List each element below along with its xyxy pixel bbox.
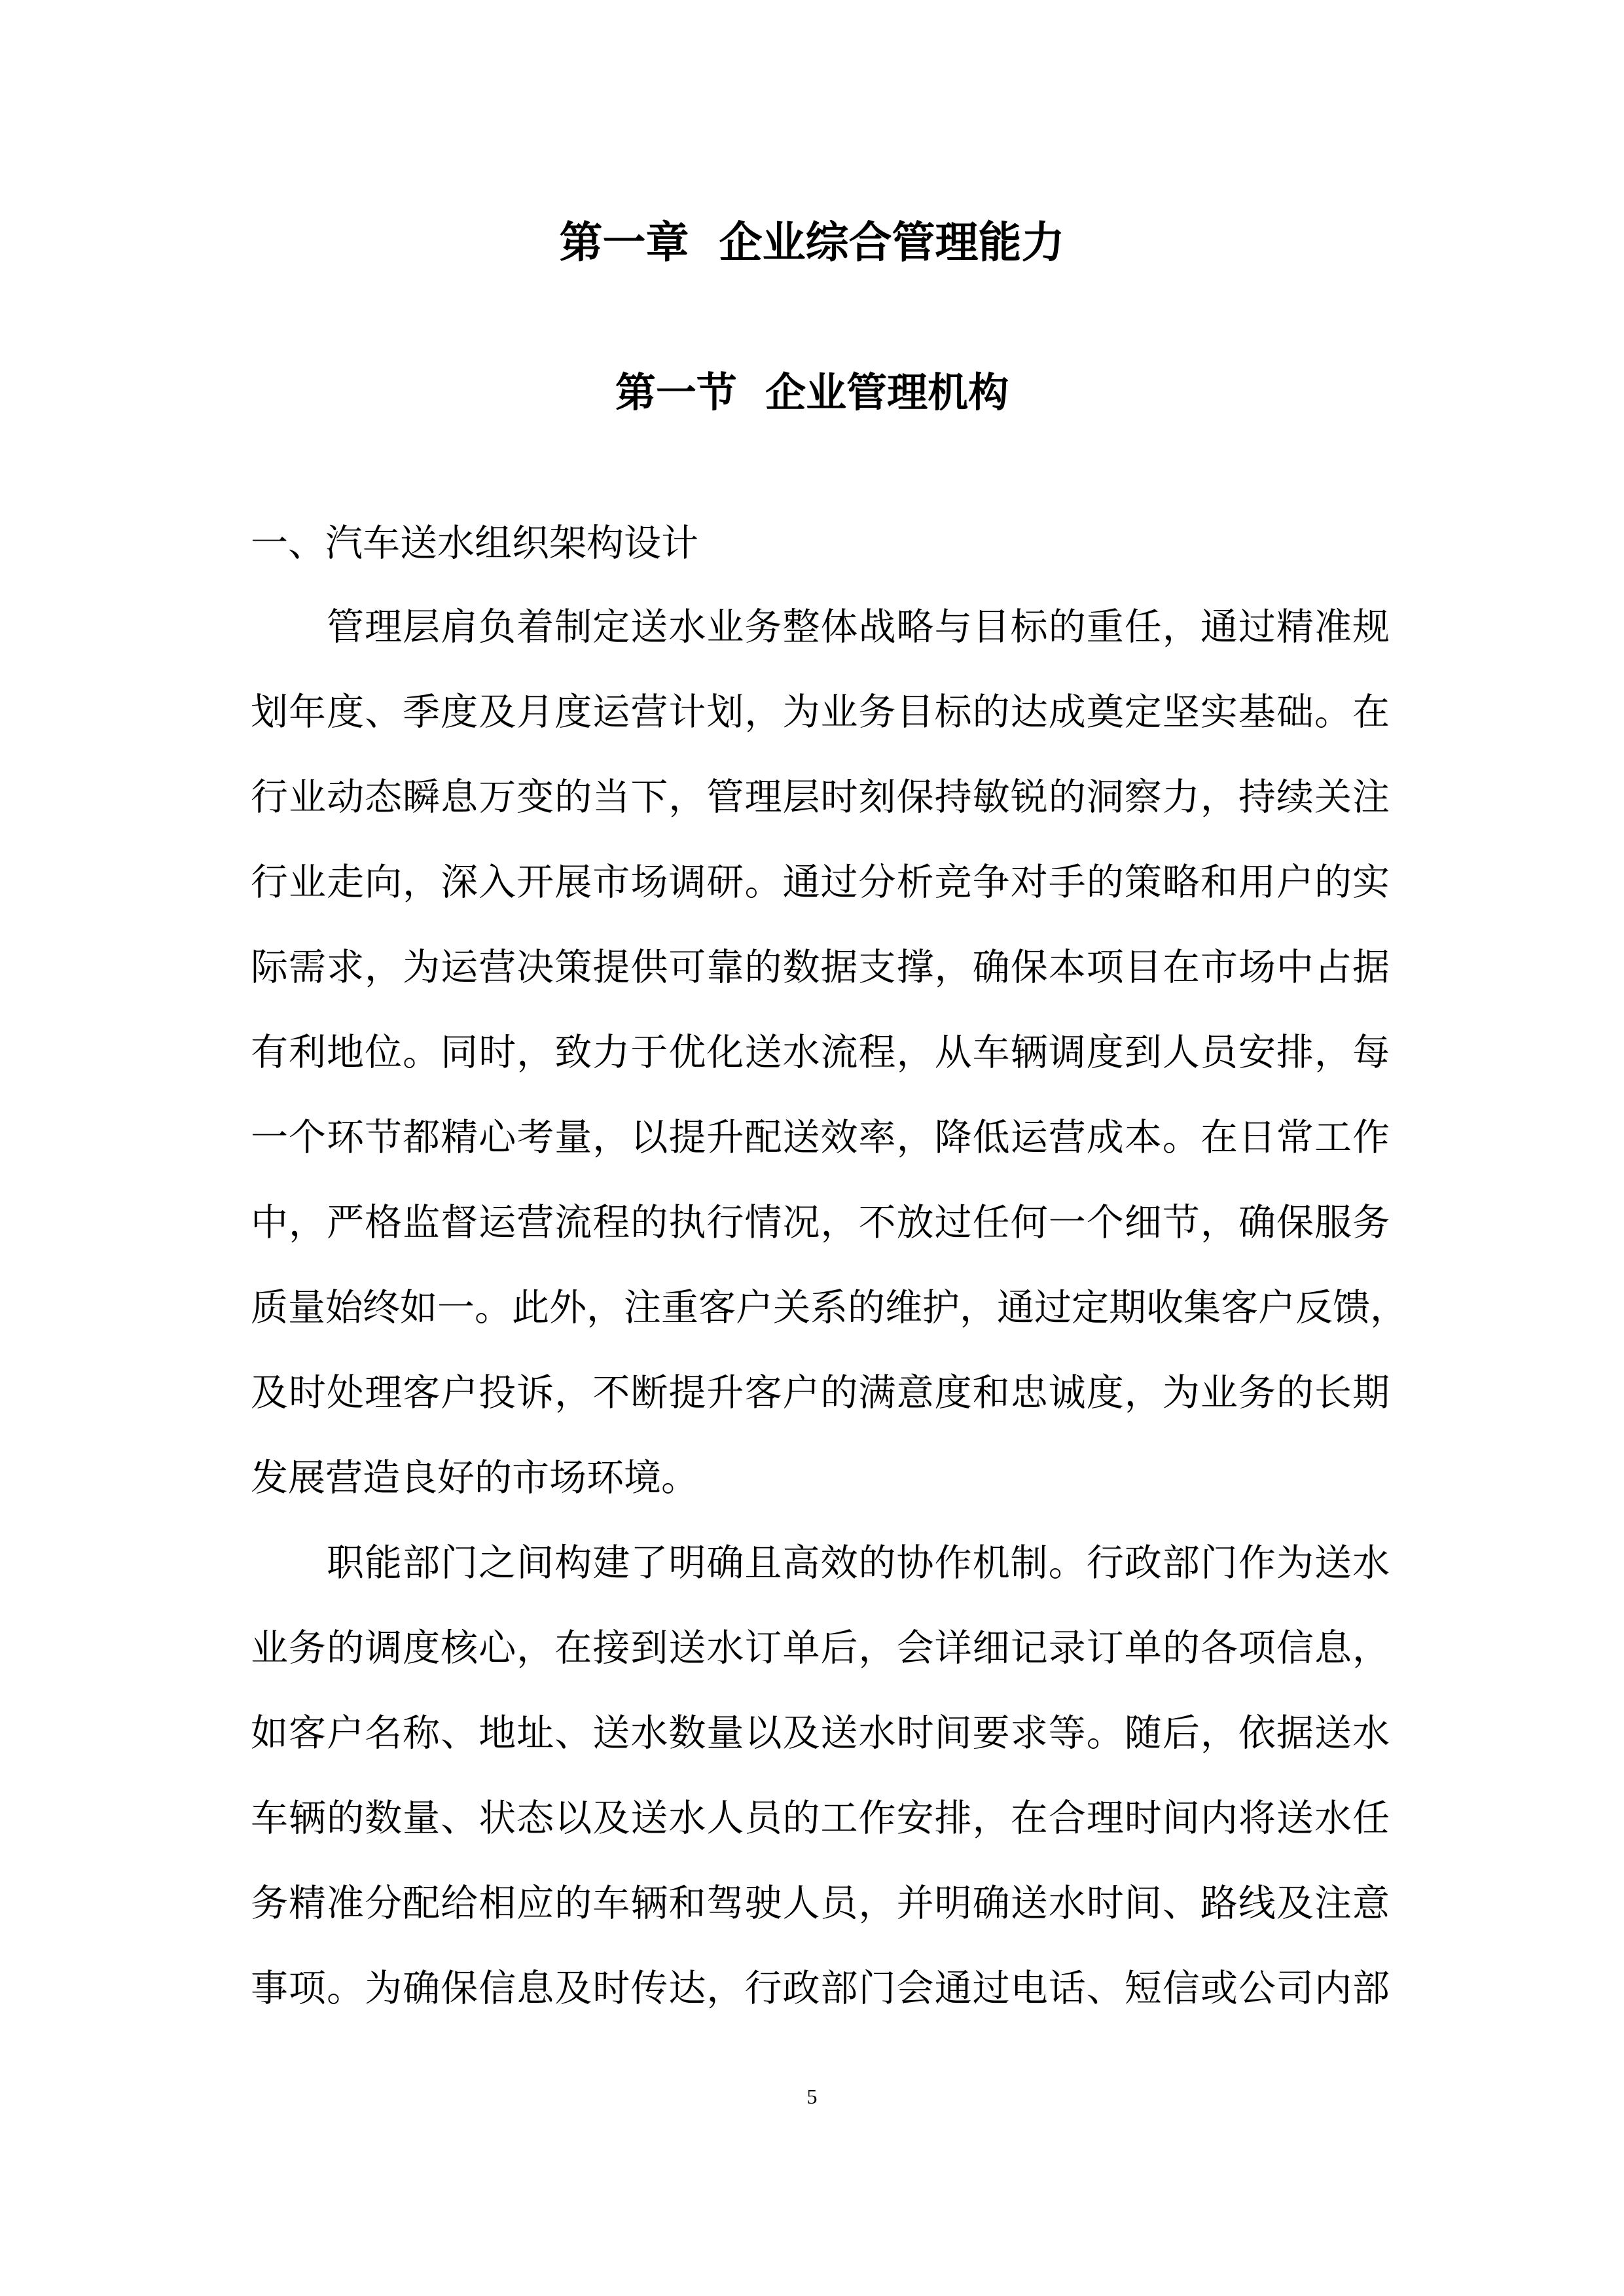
paragraph-1-line: 划年度、季度及月度运营计划，为业务目标的达成奠定坚实基础。在	[251, 691, 1390, 734]
paragraph-1-line: 发展营造良好的市场环境。	[251, 1456, 698, 1499]
paragraph-2-line: 事项。为确保信息及时传达，行政部门会通过电话、短信或公司内部	[251, 1967, 1390, 2010]
paragraph-2-line: 业务的调度核心，在接到送水订单后，会详细记录订单的各项信息，	[251, 1626, 1390, 1670]
page-number: 5	[806, 2085, 818, 2108]
paragraph-1-line: 行业走向，深入开展市场调研。通过分析竞争对手的策略和用户的实	[251, 861, 1390, 904]
paragraph-1-line: 一个环节都精心考量，以提升配送效率，降低运营成本。在日常工作	[251, 1116, 1390, 1159]
paragraph-1-line: 及时处理客户投诉，不断提升客户的满意度和忠诚度，为业务的长期	[251, 1371, 1390, 1414]
paragraph-2-line: 车辆的数量、状态以及送水人员的工作安排，在合理时间内将送水任	[251, 1797, 1390, 1840]
paragraph-1-line: 行业动态瞬息万变的当下，管理层时刻保持敏锐的洞察力，持续关注	[251, 776, 1390, 819]
body-text	[251, 601, 1407, 2047]
paragraph-1-line: 际需求，为运营决策提供可靠的数据支撑，确保本项目在市场中占据	[251, 946, 1390, 989]
paragraph-2-line: 如客户名称、地址、送水数量以及送水时间要求等。随后，依据送水	[251, 1712, 1390, 1755]
paragraph-2-line: 务精准分配给相应的车辆和驾驶人员，并明确送水时间、路线及注意	[251, 1882, 1390, 1925]
subheading: 一、汽车送水组织架构设计	[251, 522, 698, 565]
section-title: 第一节 企业管理机构	[615, 368, 1009, 416]
paragraph-2-line: 职能部门之间构建了明确且高效的协作机制。行政部门作为送水	[327, 1541, 1390, 1585]
chapter-title: 第一章 企业综合管理能力	[559, 217, 1065, 268]
paragraph-1-line: 管理层肩负着制定送水业务整体战略与目标的重任，通过精准规	[327, 605, 1390, 649]
paragraph-1-line: 中，严格监督运营流程的执行情况，不放过任何一个细节，确保服务	[251, 1201, 1390, 1244]
paragraph-1-line: 有利地位。同时，致力于优化送水流程，从车辆调度到人员安排，每	[251, 1031, 1390, 1074]
paragraph-1-line: 质量始终如一。此外，注重客户关系的维护，通过定期收集客户反馈，	[251, 1286, 1407, 1329]
